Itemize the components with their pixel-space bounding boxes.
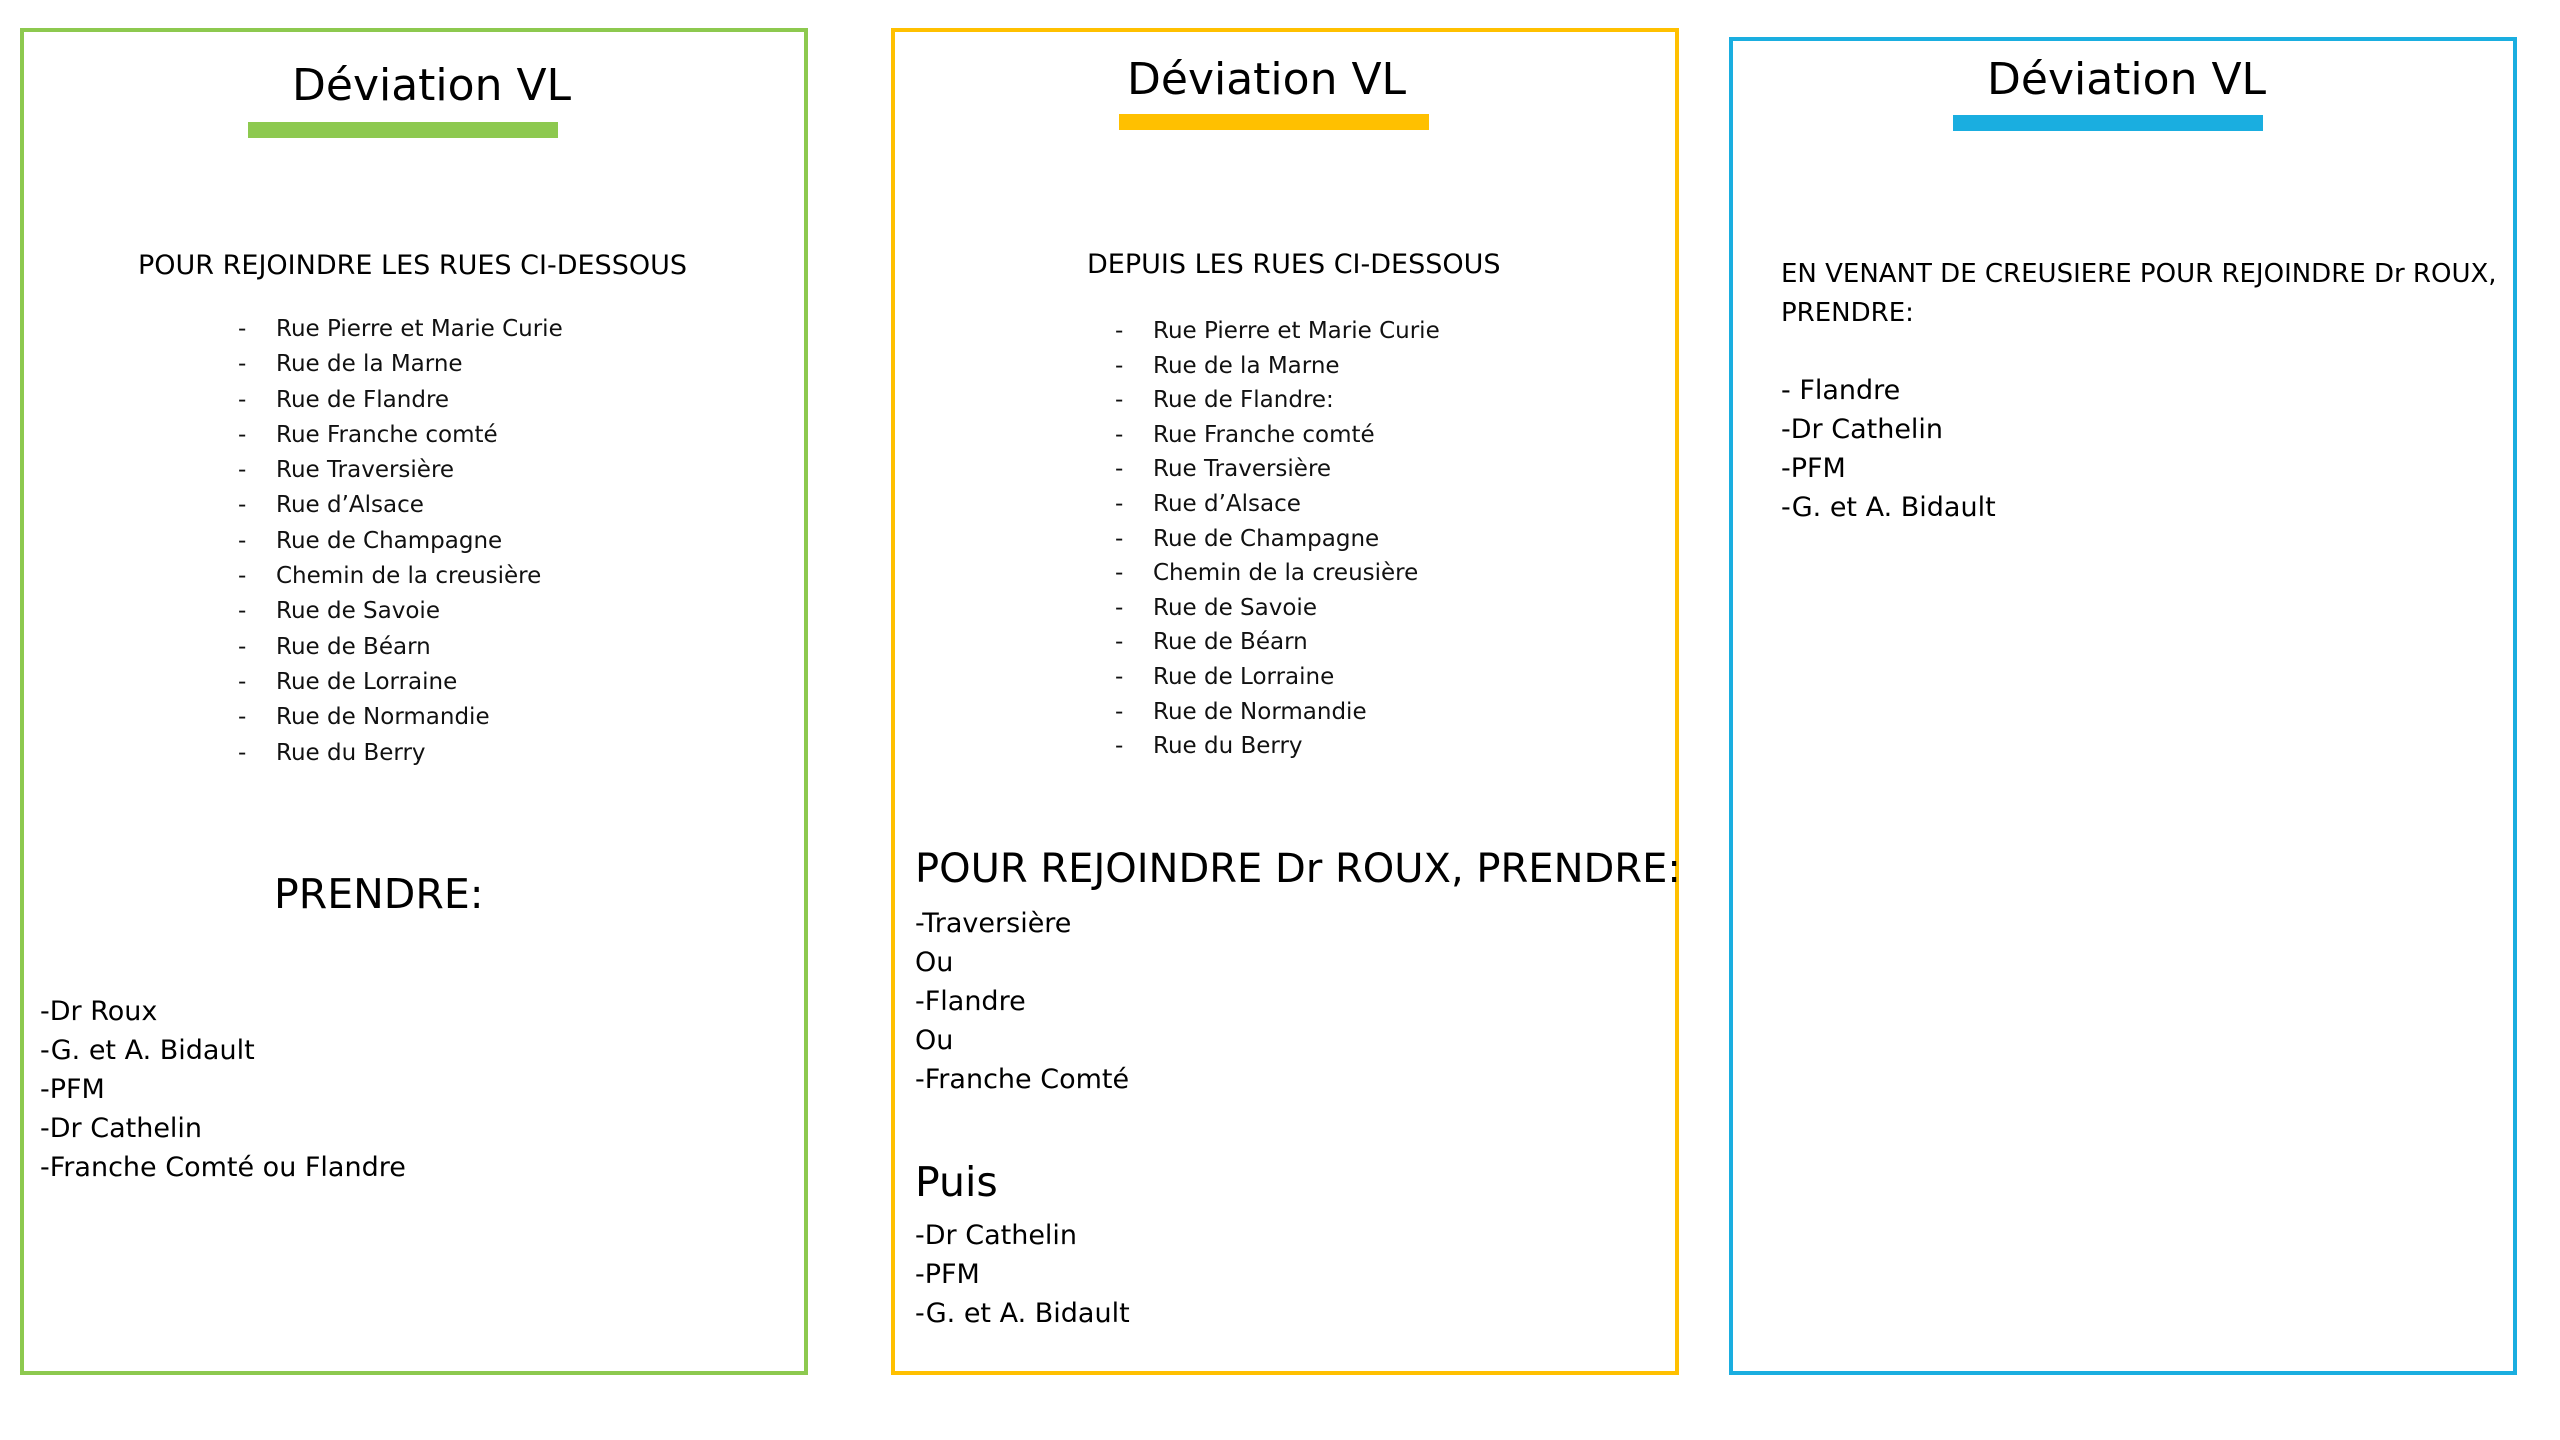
route-item: -PFM [915, 1259, 980, 1290]
list-item: - Rue de Flandre [238, 386, 450, 413]
then-heading: Puis [915, 1158, 998, 1206]
list-item: - Rue de Béarn [1115, 629, 1308, 656]
intro-line: EN VENANT DE CREUSIERE POUR REJOINDRE Dr ROUX, [1781, 259, 2497, 289]
list-item: - Rue de Savoie [1115, 594, 1317, 621]
title-underline [248, 122, 558, 138]
route-item: -PFM [40, 1074, 105, 1105]
route-item: Ou [915, 1025, 954, 1056]
list-item: - Rue de Champagne [238, 527, 503, 554]
take-heading: POUR REJOINDRE Dr ROUX, PRENDRE: [915, 846, 1681, 892]
list-item: - Rue de la Marne [1115, 352, 1340, 379]
panel-green [20, 28, 808, 1375]
list-item: - Rue de Flandre: [1115, 387, 1334, 414]
list-item: - Rue Traversière [1115, 456, 1332, 483]
list-item: - Chemin de la creusière [238, 563, 542, 590]
title-underline [1953, 115, 2263, 131]
route-item: Ou [915, 947, 954, 978]
route-item: -Dr Cathelin [40, 1113, 203, 1144]
list-item: - Rue Traversière [238, 457, 455, 484]
route-item: -Dr Cathelin [915, 1220, 1078, 1251]
list-item: - Rue du Berry [238, 739, 426, 766]
route-item: -G. et A. Bidault [915, 1298, 1130, 1329]
list-item: - Rue de Savoie [238, 598, 440, 625]
list-item: - Rue Pierre et Marie Curie [1115, 318, 1440, 344]
list-item: - Rue d’Alsace [1115, 490, 1301, 517]
panel-yellow [891, 28, 1679, 1375]
list-item: - Rue d’Alsace [238, 492, 424, 519]
route-list [915, 904, 1129, 1099]
route-list [40, 992, 406, 1187]
list-item: - Rue de Lorraine [1115, 663, 1335, 690]
title-underline [1119, 114, 1429, 130]
route-item: -G. et A. Bidault [1781, 492, 1996, 523]
route-item: -Franche Comté [915, 1064, 1130, 1095]
take-heading: PRENDRE: [274, 870, 484, 918]
panel-title: Déviation VL [1127, 54, 1407, 105]
route-item: -PFM [1781, 453, 1846, 484]
panel-title: Déviation VL [1987, 54, 2267, 105]
panel-blue [1729, 37, 2517, 1375]
list-item: - Rue de Normandie [1115, 698, 1367, 725]
route-list [1781, 371, 1996, 527]
list-subheading: POUR REJOINDRE LES RUES CI-DESSOUS [138, 250, 687, 281]
list-item: - Rue de Champagne [1115, 525, 1380, 552]
list-item: - Rue de Normandie [238, 704, 490, 731]
list-item: - Rue du Berry [1115, 733, 1303, 760]
list-item: - Rue Franche comté [1115, 421, 1375, 448]
list-item: - Rue de la Marne [238, 351, 463, 378]
then-route-list [915, 1216, 1130, 1333]
street-list [1115, 314, 1440, 764]
panel-title: Déviation VL [292, 60, 572, 111]
list-item: - Chemin de la creusière [1115, 560, 1419, 587]
route-item: - Flandre [1781, 375, 1901, 406]
intro-text [1781, 255, 2497, 333]
list-item: - Rue de Lorraine [238, 668, 458, 695]
intro-line: PRENDRE: [1781, 298, 1914, 328]
route-item: -Dr Cathelin [1781, 414, 1944, 445]
list-item: - Rue Pierre et Marie Curie [238, 316, 563, 342]
route-item: -Traversière [915, 908, 1072, 939]
list-item: - Rue de Béarn [238, 633, 431, 660]
route-item: -Flandre [915, 986, 1026, 1017]
route-item: -Dr Roux [40, 996, 158, 1027]
list-subheading: DEPUIS LES RUES CI-DESSOUS [1087, 249, 1501, 280]
list-item: - Rue Franche comté [238, 421, 498, 448]
street-list [238, 312, 563, 771]
route-item: -G. et A. Bidault [40, 1035, 255, 1066]
route-item: -Franche Comté ou Flandre [40, 1152, 406, 1183]
